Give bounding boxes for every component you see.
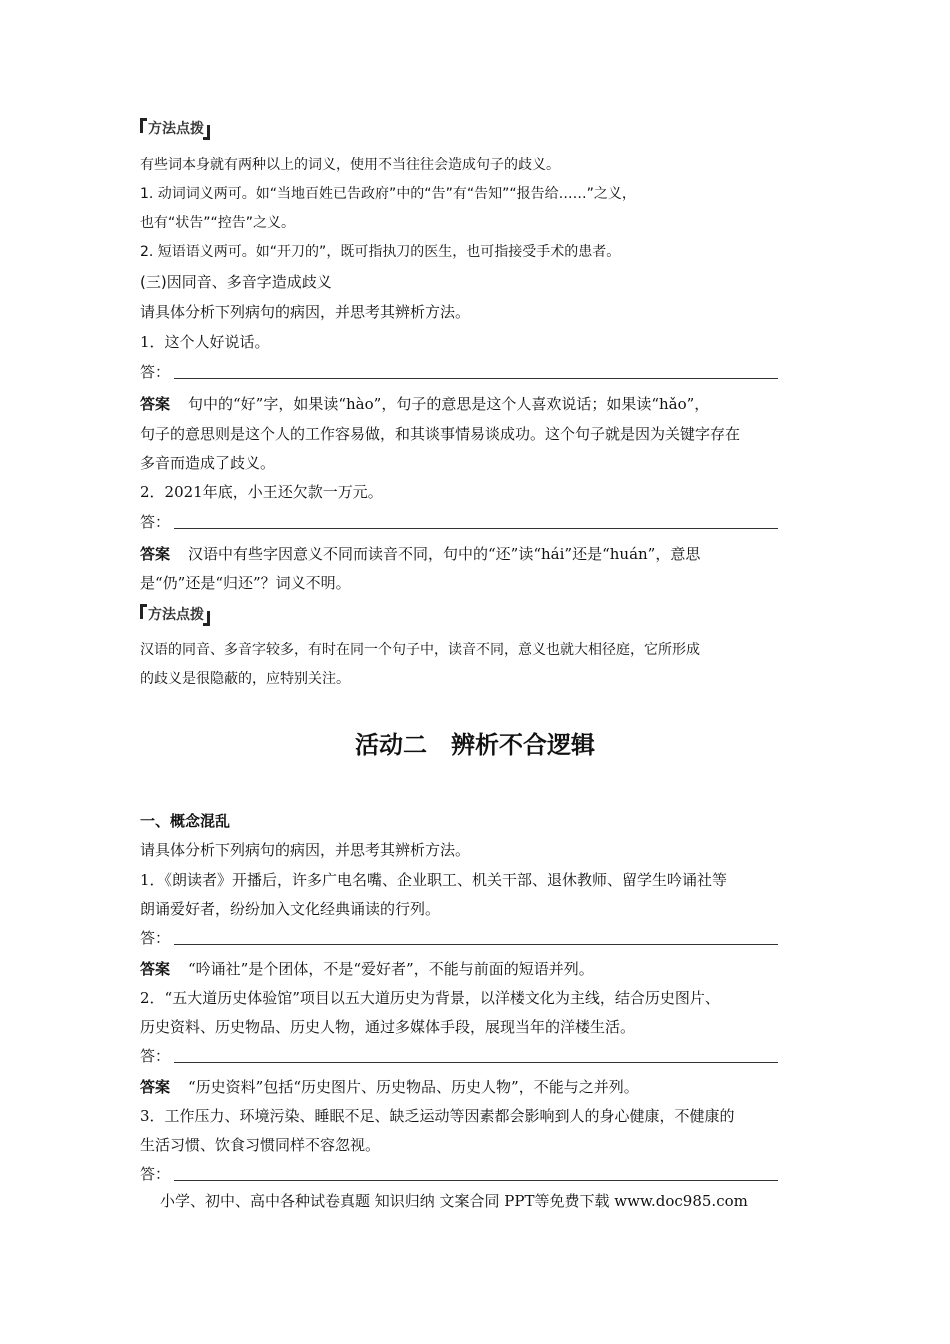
answer-key-label: 答案 [140, 1078, 171, 1096]
tip-paragraph: 有些词本身就有两种以上的词义，使用不当往往会造成句子的歧义。 [140, 157, 560, 173]
question-5-line-1: 3．工作压力、环境污染、睡眠不足、缺乏运动等因素都会影响到人的身心健康，不健康的 [140, 1107, 735, 1125]
answer-line-4[interactable] [140, 1042, 170, 1070]
answer-2-line-1: 答案 汉语中有些字因意义不同而读音不同，句中的“还”读“hái”还是“huán”，意思 [140, 545, 701, 563]
answer-line-1[interactable] [140, 358, 170, 386]
question-1: 1．这个人好说话。 [140, 333, 270, 351]
answer-blank [174, 1180, 778, 1181]
answer-1-line-3: 多音而造成了歧义。 [140, 454, 276, 472]
answer-key-label: 答案 [140, 960, 171, 978]
answer-label: 答： [140, 1047, 171, 1065]
tip-item-1-line-1: 1. 动词词义两可。如“当地百姓已告政府”中的“告”有“告知”“报告给……”之义， [140, 186, 636, 202]
answer-label: 答： [140, 513, 171, 531]
part-1-title: 一、概念混乱 [140, 812, 231, 830]
answer-key-label: 答案 [140, 545, 171, 563]
answer-line-5[interactable] [140, 1160, 170, 1188]
question-3-line-2: 朗诵爱好者，纷纷加入文化经典诵读的行列。 [140, 900, 441, 918]
answer-label: 答： [140, 929, 171, 947]
answer-blank [174, 1062, 778, 1063]
prompt-text: 请具体分析下列病句的病因，并思考其辨析方法。 [140, 303, 471, 321]
tip2-line-1: 汉语的同音、多音字较多，有时在同一个句子中，读音不同，意义也就大相径庭，它所形成 [140, 642, 700, 658]
answer-1-line-1: 答案 句中的“好”字，如果读“hào”，句子的意思是这个人喜欢说话；如果读“hǎo”， [140, 395, 710, 413]
method-tip-tag: 方法点拨 [140, 604, 210, 626]
answer-label: 答： [140, 1165, 171, 1183]
tip2-line-2: 的歧义是很隐蔽的，应特别关注。 [140, 671, 350, 687]
activity-title: 活动二 辨析不合逻辑 [355, 731, 595, 759]
section-title-3: (三)因同音、多音字造成歧义 [140, 273, 332, 291]
page-footer: 小学、初中、高中各种试卷真题 知识归纳 文案合同 PPT等免费下载 www.doc985.com [160, 1192, 748, 1210]
tip-item-2: 2. 短语语义两可。如“开刀的”，既可指执刀的医生，也可指接受手术的患者。 [140, 244, 621, 260]
answer-blank [174, 528, 778, 529]
answer-3: 答案 “吟诵社”是个团体，不是“爱好者”，不能与前面的短语并列。 [140, 960, 594, 978]
method-tip-tag: 方法点拨 [140, 118, 210, 140]
question-4-line-2: 历史资料、历史物品、历史人物，通过多媒体手段，展现当年的洋楼生活。 [140, 1018, 636, 1036]
answer-4: 答案 “历史资料”包括“历史图片、历史物品、历史人物”，不能与之并列。 [140, 1078, 639, 1096]
question-2: 2．2021年底，小王还欠款一万元。 [140, 483, 383, 501]
question-4-line-1: 2．“五大道历史体验馆”项目以五大道历史为背景，以洋楼文化为主线，结合历史图片、 [140, 989, 720, 1007]
answer-line-2[interactable] [140, 508, 170, 536]
answer-blank [174, 944, 778, 945]
answer-1-line-2: 句子的意思则是这个人的工作容易做，和其谈事情易谈成功。这个句子就是因为关键字存在 [140, 425, 741, 443]
question-5-line-2: 生活习惯、饮食习惯同样不容忽视。 [140, 1136, 381, 1154]
answer-label: 答： [140, 363, 171, 381]
prompt-text: 请具体分析下列病句的病因，并思考其辨析方法。 [140, 841, 471, 859]
answer-line-3[interactable] [140, 924, 170, 952]
question-3-line-1: 1．《朗读者》开播后，许多广电名嘴、企业职工、机关干部、退休教师、留学生吟诵社等 [140, 871, 728, 889]
answer-2-line-2: 是“仍”还是“归还”？词义不明。 [140, 574, 351, 592]
answer-blank [174, 378, 778, 379]
answer-key-label: 答案 [140, 395, 171, 413]
tip-item-1-line-2: 也有“状告”“控告”之义。 [140, 215, 296, 231]
